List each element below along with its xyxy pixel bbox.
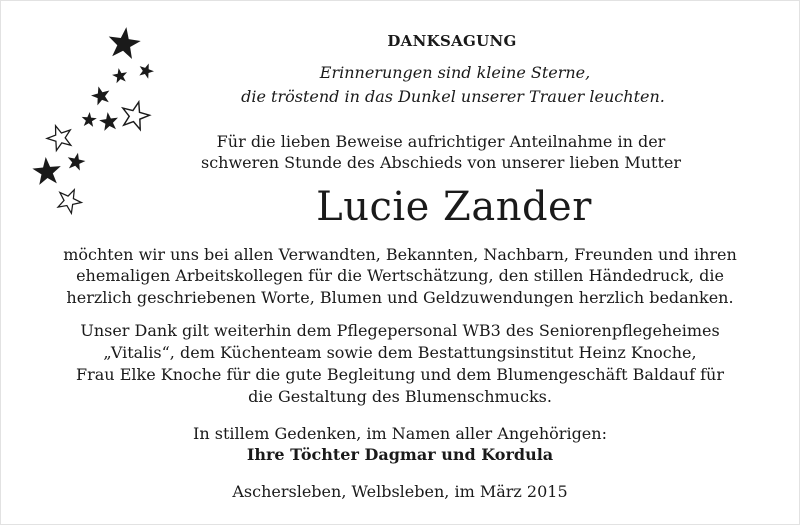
place-date: Aschersleben, Welbsleben, im März 2015 [232,482,568,501]
thanks-line: möchten wir uns bei allen Verwandten, Bekannten, Nachbarn, Freunden und ihren [63,245,737,264]
signoff-line: In stillem Gedenken, im Namen aller Angehörigen: [193,424,607,443]
signatories: Ihre Töchter Dagmar und Kordula [246,445,554,464]
intro-line: Für die lieben Beweise aufrichtiger Anteilnahme in der [216,132,666,151]
special-thanks-line: die Gestaltung des Blumenschmucks. [248,387,552,406]
thanks-line: ehemaligen Arbeitskollegen für die Wertschätzung, den stillen Händedruck, die [76,266,724,285]
quote-line: die tröstend in das Dunkel unserer Trauer leuchten. [241,87,665,106]
deceased-name: Lucie Zander [316,184,592,230]
intro-line: schweren Stunde des Abschieds von unserer lieben Mutter [200,153,682,172]
special-thanks-line: Unser Dank gilt weiterhin dem Pflegepersonal WB3 des Seniorenpflegeheimes [80,321,720,340]
special-thanks-line: Frau Elke Knoche für die gute Begleitung und dem Blumengeschäft Baldauf für [76,365,724,384]
notice-heading: DANKSAGUNG [387,32,517,50]
thanks-line: herzlich geschriebenen Worte, Blumen und Geldzuwendungen herzlich bedanken. [66,288,734,307]
quote-line: Erinnerungen sind kleine Sterne, [319,63,591,82]
special-thanks-line: „Vitalis“, dem Küchenteam sowie dem Bestattungsinstitut Heinz Knoche, [103,343,697,362]
